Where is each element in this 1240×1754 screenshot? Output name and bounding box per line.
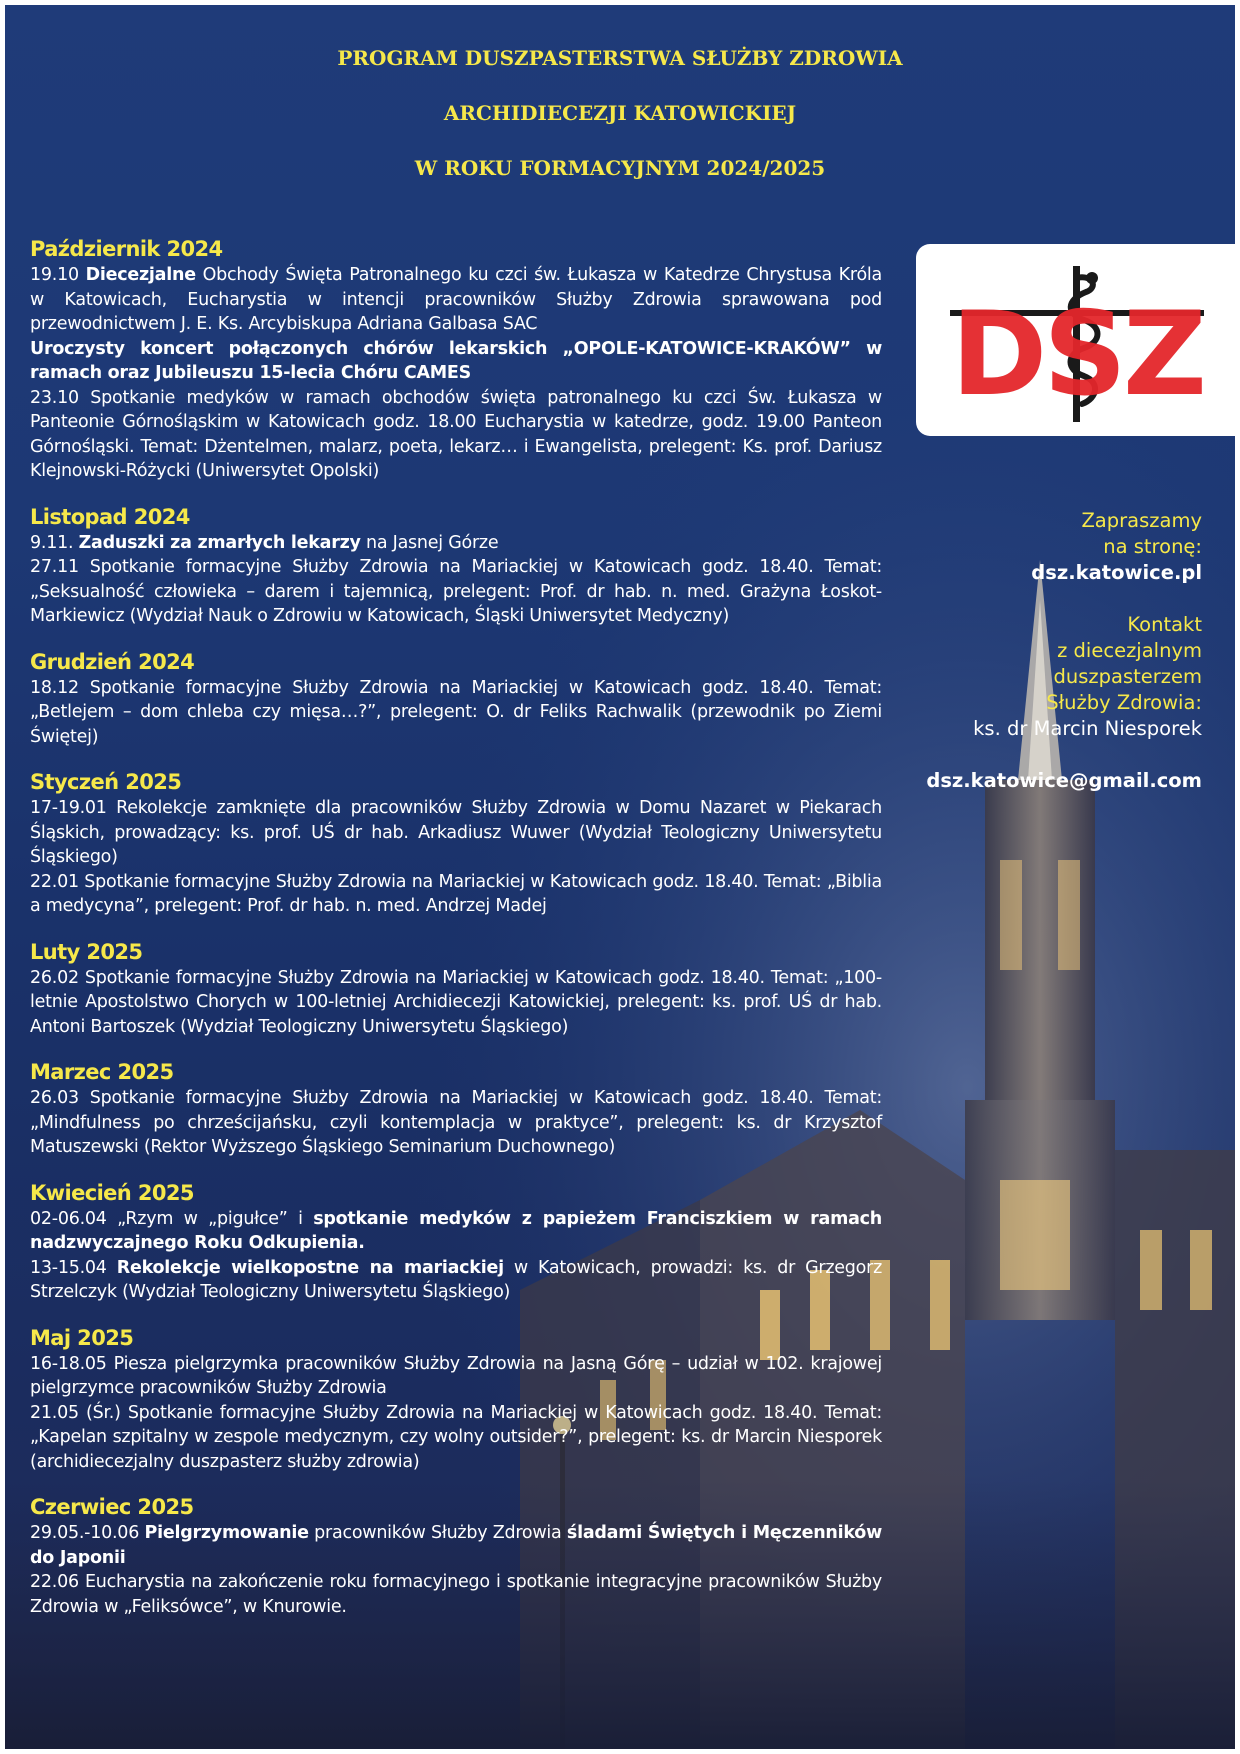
event-text: 02-06.04 „Rzym w „pigułce” i xyxy=(30,1208,314,1229)
event-text: 27.11 Spotkanie formacyjne Służby Zdrowia na Mariackiej w Katowicach godz. 18.40. Temat: „Seksualność człowieka – darem i tajemnicą, prelegent: Prof. dr hab. n. med. Grażyna Łoskot-Markiewicz (Wydział Nauk o Zdrowiu w Katowicach, Śląski Uniwersytet Medyczny) xyxy=(30,557,882,626)
month-section xyxy=(30,1059,882,1160)
event-text: 29.05.-10.06 xyxy=(30,1523,145,1543)
invite-line-2: na stronę: xyxy=(1103,535,1202,558)
event-text: 9.11. xyxy=(30,532,79,553)
event-entry xyxy=(30,966,882,1040)
contact-line-4: Służby Zdrowia: xyxy=(1046,691,1202,714)
event-entry xyxy=(30,337,882,386)
contact-line-2: z diecezjalnym xyxy=(1057,639,1202,662)
event-highlight: Pielgrzymowanie xyxy=(144,1523,309,1543)
event-highlight: Zaduszki za zmarłych lekarzy xyxy=(78,532,361,553)
event-entry xyxy=(30,263,882,337)
month-heading: Grudzień 2024 xyxy=(30,649,195,674)
logo-text: DSZ xyxy=(951,287,1203,422)
schedule xyxy=(30,236,882,1619)
title-line-3: W ROKU FORMACYJNYM 2024/2025 xyxy=(414,156,826,180)
month-heading: Listopad 2024 xyxy=(30,504,190,529)
event-entry xyxy=(30,386,882,484)
month-heading: Luty 2025 xyxy=(30,939,143,964)
month-section xyxy=(30,1180,882,1305)
priest-name: ks. dr Marcin Niesporek xyxy=(973,717,1202,740)
event-highlight: śladami Świętych i Męczenników do Japonii xyxy=(30,1523,882,1568)
event-highlight: Diecezjalne xyxy=(85,265,196,285)
event-entry xyxy=(30,1570,882,1619)
event-text: 23.10 Spotkanie medyków w ramach obchodów święta patronalnego ku czci Św. Łukasza w Panteonie Górnośląskim w Katowicach godz. 18.00 Eucharystia w katedrze, godz. 19.00 Panteon Górnośląski. Temat: Dżentelmen, malarz, poeta, lekarz… i Ewangelista, prelegent: Ks. prof. Dariusz Klejnowski-Różycki (Uniwersytet Opolski) xyxy=(30,387,882,481)
event-text: 16-18.05 Piesza pielgrzymka pracowników Służby Zdrowia na Jasną Górę – udział w 102. krajowej pielgrzymce pracowników Służby Zdrowia xyxy=(30,1353,882,1398)
event-text: 26.02 Spotkanie formacyjne Służby Zdrowia na Mariackiej w Katowicach godz. 18.40. Temat: „100-letnie Apostolstwo Chorych w 100-letniej Archidiecezji Katowickiej, prelegent: ks. prof. UŚ dr hab. Antoni Bartoszek (Wydział Teologiczny Uniwersytetu Śląskiego) xyxy=(30,967,882,1037)
event-text: na Jasnej Górze xyxy=(360,532,499,553)
contact-line-1: Kontakt xyxy=(1127,613,1202,636)
event-entry xyxy=(30,1352,882,1401)
month-heading: Kwiecień 2025 xyxy=(30,1180,194,1205)
month-heading: Maj 2025 xyxy=(30,1325,134,1350)
month-heading: Czerwiec 2025 xyxy=(30,1495,194,1519)
event-text: w Katowicach, prowadzi: ks. dr Grzegorz Strzelczyk (Wydział Teologiczny Uniwersytetu Śląskiego) xyxy=(30,1257,883,1302)
event-highlight: spotkanie medyków z papieżem Franciszkiem w ramach nadzwyczajnego Roku Odkupienia. xyxy=(30,1208,882,1253)
month-heading: Październik 2024 xyxy=(30,237,223,261)
contact-panel xyxy=(900,508,1202,794)
event-entry xyxy=(30,1521,882,1570)
event-text: 18.12 Spotkanie formacyjne Służby Zdrowia na Mariackiej w Katowicach godz. 18.40. Temat: „Betlejem – dom chleba czy mięsa…?”, prelegent: O. dr Feliks Rachwalik (przewodnik po Ziemi Świętej) xyxy=(30,677,882,747)
event-entry xyxy=(30,796,882,870)
month-heading: Styczeń 2025 xyxy=(30,770,182,794)
event-text: 22.06 Eucharystia na zakończenie roku formacyjnego i spotkanie integracyjne pracowników Służby Zdrowia w „Feliksówce”, w Knurowie. xyxy=(30,1572,882,1617)
month-section xyxy=(30,769,882,919)
event-text: 17-19.01 Rekolekcje zamknięte dla pracowników Służby Zdrowia w Domu Nazaret w Piekarach Śląskich, prowadzący: ks. prof. UŚ dr hab. Arkadiusz Wuwer (Wydział Teologiczny Uniwersytetu Śląskiego) xyxy=(30,798,882,867)
dsz-logo xyxy=(916,244,1240,436)
month-section xyxy=(30,1325,882,1475)
event-highlight: Uroczysty koncert połączonych chórów lekarskich „OPOLE-KATOWICE-KRAKÓW” w ramach oraz Jubileuszu 15-lecia Chóru CAMES xyxy=(30,338,882,383)
event-text: Obchody Święta Patronalnego ku czci św. Łukasza w Katedrze Chrystusa Króla w Katowicach, Eucharystia w intencji pracowników Służby Zdrowia sprawowana pod przewodnictwem J. E. Ks. Arcybiskupa Adriana Galbasa SAC xyxy=(30,265,882,334)
title-line-1: PROGRAM DUSZPASTERSTWA SŁUŻBY ZDROWIA xyxy=(337,46,903,70)
month-section xyxy=(30,504,882,629)
event-entry xyxy=(30,870,882,919)
title-line-2: ARCHIDIECEZJI KATOWICKIEJ xyxy=(443,101,797,125)
month-section xyxy=(30,939,882,1040)
event-text: 13-15.04 xyxy=(30,1257,117,1278)
event-text: pracowników Służby Zdrowia xyxy=(308,1523,567,1543)
event-entry xyxy=(30,676,882,750)
month-section xyxy=(30,1494,882,1619)
event-highlight: Rekolekcje wielkopostne na mariackiej xyxy=(116,1257,504,1278)
event-text: 21.05 (Śr.) Spotkanie formacyjne Służby Zdrowia na Mariackiej w Katowicach godz. 18.40. Temat: „Kapelan szpitalny w zespole medycznym, czy wolny outsider?”, prelegent: ks. dr Marcin Niesporek (archidiecezjalny duszpasterz służby zdrowia) xyxy=(30,1402,882,1472)
website-link[interactable]: dsz.katowice.pl xyxy=(1031,561,1202,584)
logo-box xyxy=(916,244,1240,436)
event-entry xyxy=(30,1256,882,1305)
month-section xyxy=(30,236,882,484)
event-entry xyxy=(30,1401,882,1475)
event-entry xyxy=(30,555,882,629)
month-section xyxy=(30,649,882,750)
invite-line-1: Zapraszamy xyxy=(1081,509,1202,532)
event-entry xyxy=(30,1086,882,1160)
event-entry xyxy=(30,1207,882,1256)
event-text: 26.03 Spotkanie formacyjne Służby Zdrowia na Mariackiej w Katowicach godz. 18.40. Temat: „Mindfulness po chrześcijańsku, czyli kontemplacja w praktyce”, prelegent: ks. dr Krzysztof Matuszewski (Rektor Wyższego Śląskiego Seminarium Duchownego) xyxy=(30,1088,882,1157)
month-heading: Marzec 2025 xyxy=(30,1060,174,1084)
event-text: 19.10 xyxy=(30,265,86,285)
event-text: 22.01 Spotkanie formacyjne Służby Zdrowia na Mariackiej w Katowicach godz. 18.40. Temat: „Biblia a medycyna”, prelegent: Prof. dr hab. n. med. Andrzej Madej xyxy=(30,871,882,916)
contact-line-3: duszpasterzem xyxy=(1053,665,1202,688)
event-entry xyxy=(30,531,882,556)
email-link[interactable]: dsz.katowice@gmail.com xyxy=(926,769,1202,792)
